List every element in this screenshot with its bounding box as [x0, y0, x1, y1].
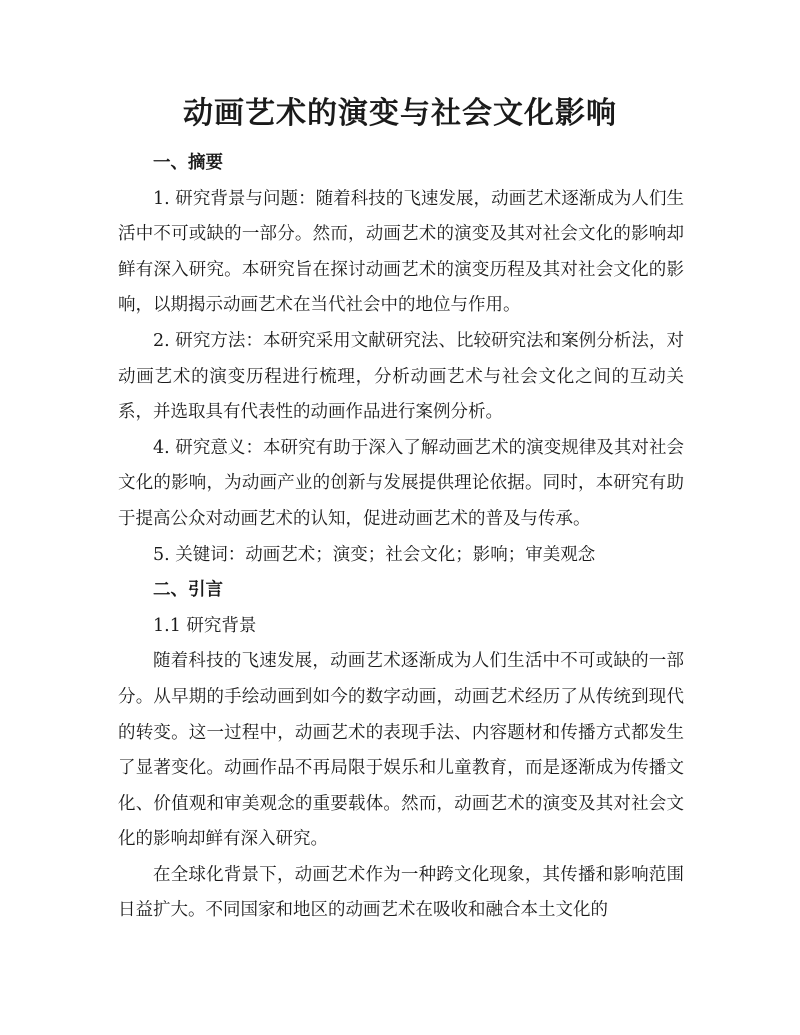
- paragraph-intro-1: 随着科技的飞速发展，动画艺术逐渐成为人们生活中不可或缺的一部分。从早期的手绘动画到如今的数字动画，动画艺术经历了从传统到现代的转变。这一过程中，动画艺术的表现手法、内容题材和传播方式都发生了显著变化。动画作品不再局限于娱乐和儿童教育，而是逐渐成为传播文化、价值观和审美观念的重要载体。然而，动画艺术的演变及其对社会文化的影响却鲜有深入研究。: [118, 651, 684, 850]
- paragraph-methods: 2. 研究方法：本研究采用文献研究法、比较研究法和案例分析法，对动画艺术的演变历程进行梳理，分析动画艺术与社会文化之间的互动关系，并选取具有代表性的动画作品进行案例分析。: [118, 330, 684, 423]
- document-body: [118, 146, 684, 929]
- section-heading-introduction: 二、引言: [153, 580, 223, 601]
- paragraph-keywords: 5. 关键词：动画艺术；演变；社会文化；影响；审美观念: [153, 544, 596, 565]
- paragraph-significance: 4. 研究意义：本研究有助于深入了解动画艺术的演变规律及其对社会文化的影响，为动画产业的创新与发展提供理论依据。同时，本研究有助于提高公众对动画艺术的认知，促进动画艺术的普及与传承。: [118, 437, 684, 529]
- paragraph-intro-2: 在全球化背景下，动画艺术作为一种跨文化现象，其传播和影响范围日益扩大。不同国家和地区的动画艺术在吸收和融合本土文化的: [118, 864, 684, 921]
- subsection-heading-research-background: 1.1 研究背景: [153, 615, 257, 636]
- section-heading-abstract: 一、摘要: [153, 153, 223, 173]
- paragraph-background: 1. 研究背景与问题：随着科技的飞速发展，动画艺术逐渐成为人们生活中不可或缺的一部分。然而，动画艺术的演变及其对社会文化的影响却鲜有深入研究。本研究旨在探讨动画艺术的演变历程及其对社会文化的影响，以期揭示动画艺术在当代社会中的地位与作用。: [118, 188, 684, 316]
- document-title: 动画艺术的演变与社会文化影响: [183, 96, 617, 131]
